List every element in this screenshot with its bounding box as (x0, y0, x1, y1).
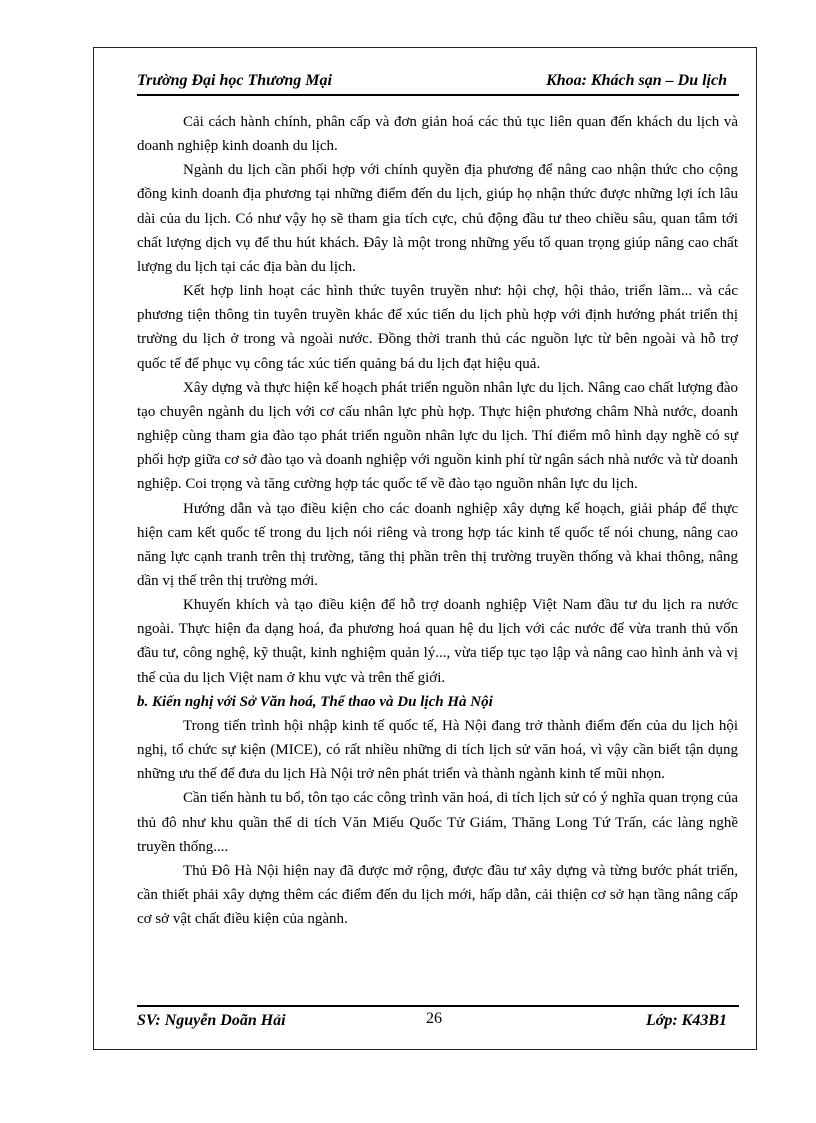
paragraph: Thủ Đô Hà Nội hiện nay đã được mở rộng, được đầu tư xây dựng và từng bước phát triển, cần thiết phải xây dựng thêm các điểm đến du lịch mới, hấp dẫn, cải thiện cơ sở hạn tầng nâng cấp cơ sở vật chất điều kiện của ngành. (137, 862, 738, 928)
body-text (137, 110, 738, 931)
paragraph: Hướng dẫn và tạo điều kiện cho các doanh nghiệp xây dựng kế hoạch, giải pháp để thực hiện cam kết quốc tế trong du lịch nói riêng và trong hợp tác kinh tế quốc tế nói chung, nâng cao năng lực cạnh tranh trên thị trường, tăng thị phần trên thị trường truyền thống và khai thông, nâng dần vị thế trên thị trường mới. (137, 500, 738, 589)
paragraph: Trong tiến trình hội nhập kinh tế quốc tế, Hà Nội đang trở thành điểm đến của du lịch hội nghị, tổ chức sự kiện (MICE), có rất nhiều những di tích lịch sử văn hoá, vì vậy cần biết tận dụng những ưu thế để đưa du lịch Hà Nội trở nên phát triển và thành ngành kinh tế mũi nhọn. (137, 717, 738, 783)
header-faculty: Khoa: Khách sạn – Du lịch (546, 72, 727, 89)
footer-rule (137, 1005, 739, 1007)
footer-student: SV: Nguyễn Doãn Hải (137, 1012, 286, 1029)
footer-class: Lớp: K43B1 (645, 1012, 727, 1029)
header-rule (137, 94, 739, 96)
header-school: Trường Đại học Thương Mại (137, 72, 332, 89)
paragraph: Cải cách hành chính, phân cấp và đơn giản hoá các thủ tục liên quan đến khách du lịch và doanh nghiệp kinh doanh du lịch. (137, 114, 738, 155)
page-number: 26 (426, 1010, 442, 1027)
section-heading: b. Kiến nghị với Sở Văn hoá, Thể thao và Du lịch Hà Nội (137, 693, 493, 710)
paragraph: Kết hợp linh hoạt các hình thức tuyên truyền như: hội chợ, hội thảo, triển lãm... và các phương tiện thông tin tuyên truyền khác để xúc tiến du lịch phù hợp với định hướng phát triển thị trường du lịch ở trong và ngoài nước. Đồng thời tranh thủ các nguồn lực từ bên ngoài và hỗ trợ quốc tế để phục vụ công tác xúc tiến quảng bá du lịch đạt hiệu quả. (137, 283, 738, 372)
page-header (137, 70, 727, 92)
paragraph: Khuyến khích và tạo điều kiện để hỗ trợ doanh nghiệp Việt Nam đầu tư du lịch ra nước ngoài. Thực hiện đa dạng hoá, đa phương hoá quan hệ du lịch với các nước để vừa tranh thủ vốn đầu tư, công nghệ, kỹ thuật, kinh nghiệm quản lý..., vừa tiếp tục tạo lập và nâng cao hình ảnh và vị thế của du lịch Việt nam ở khu vực và trên thế giới. (137, 597, 738, 686)
page-footer (137, 1010, 727, 1034)
paragraph: Cần tiến hành tu bổ, tôn tạo các công trình văn hoá, di tích lịch sử có ý nghĩa quan trọng của thủ đô như khu quần thể di tích Văn Miếu Quốc Tử Giám, Thăng Long Tứ Trấn, các làng nghề truyền thống.... (137, 790, 738, 855)
paragraph: Ngành du lịch cần phối hợp với chính quyền địa phương để nâng cao nhận thức cho cộng đồng kinh doanh địa phương tại những điểm đến du lịch, giúp họ nhận thức được những lợi ích lâu dài của du lịch. Có như vậy họ sẽ tham gia tích cực, chủ động đầu tư theo chiều sâu, quan tâm tới chất lượng dịch vụ để thu hút khách. Đây là một trong những yếu tố quan trọng giúp nâng cao chất lượng du lịch tại các địa bàn du lịch. (137, 162, 738, 275)
paragraph: Xây dựng và thực hiện kế hoạch phát triển nguồn nhân lực du lịch. Nâng cao chất lượng đào tạo chuyên ngành du lịch với cơ cấu nhân lực phù hợp. Thực hiện phương châm Nhà nước, doanh nghiệp cùng tham gia đào tạo phát triển nguồn nhân lực du lịch. Thí điểm mô hình dạy nghề có sự phối hợp giữa cơ sở đào tạo và doanh nghiệp với nguồn kinh phí từ ngân sách nhà nước và từ doanh nghiệp. Coi trọng và tăng cường hợp tác quốc tế về đào tạo nguồn nhân lực du lịch. (137, 379, 738, 493)
